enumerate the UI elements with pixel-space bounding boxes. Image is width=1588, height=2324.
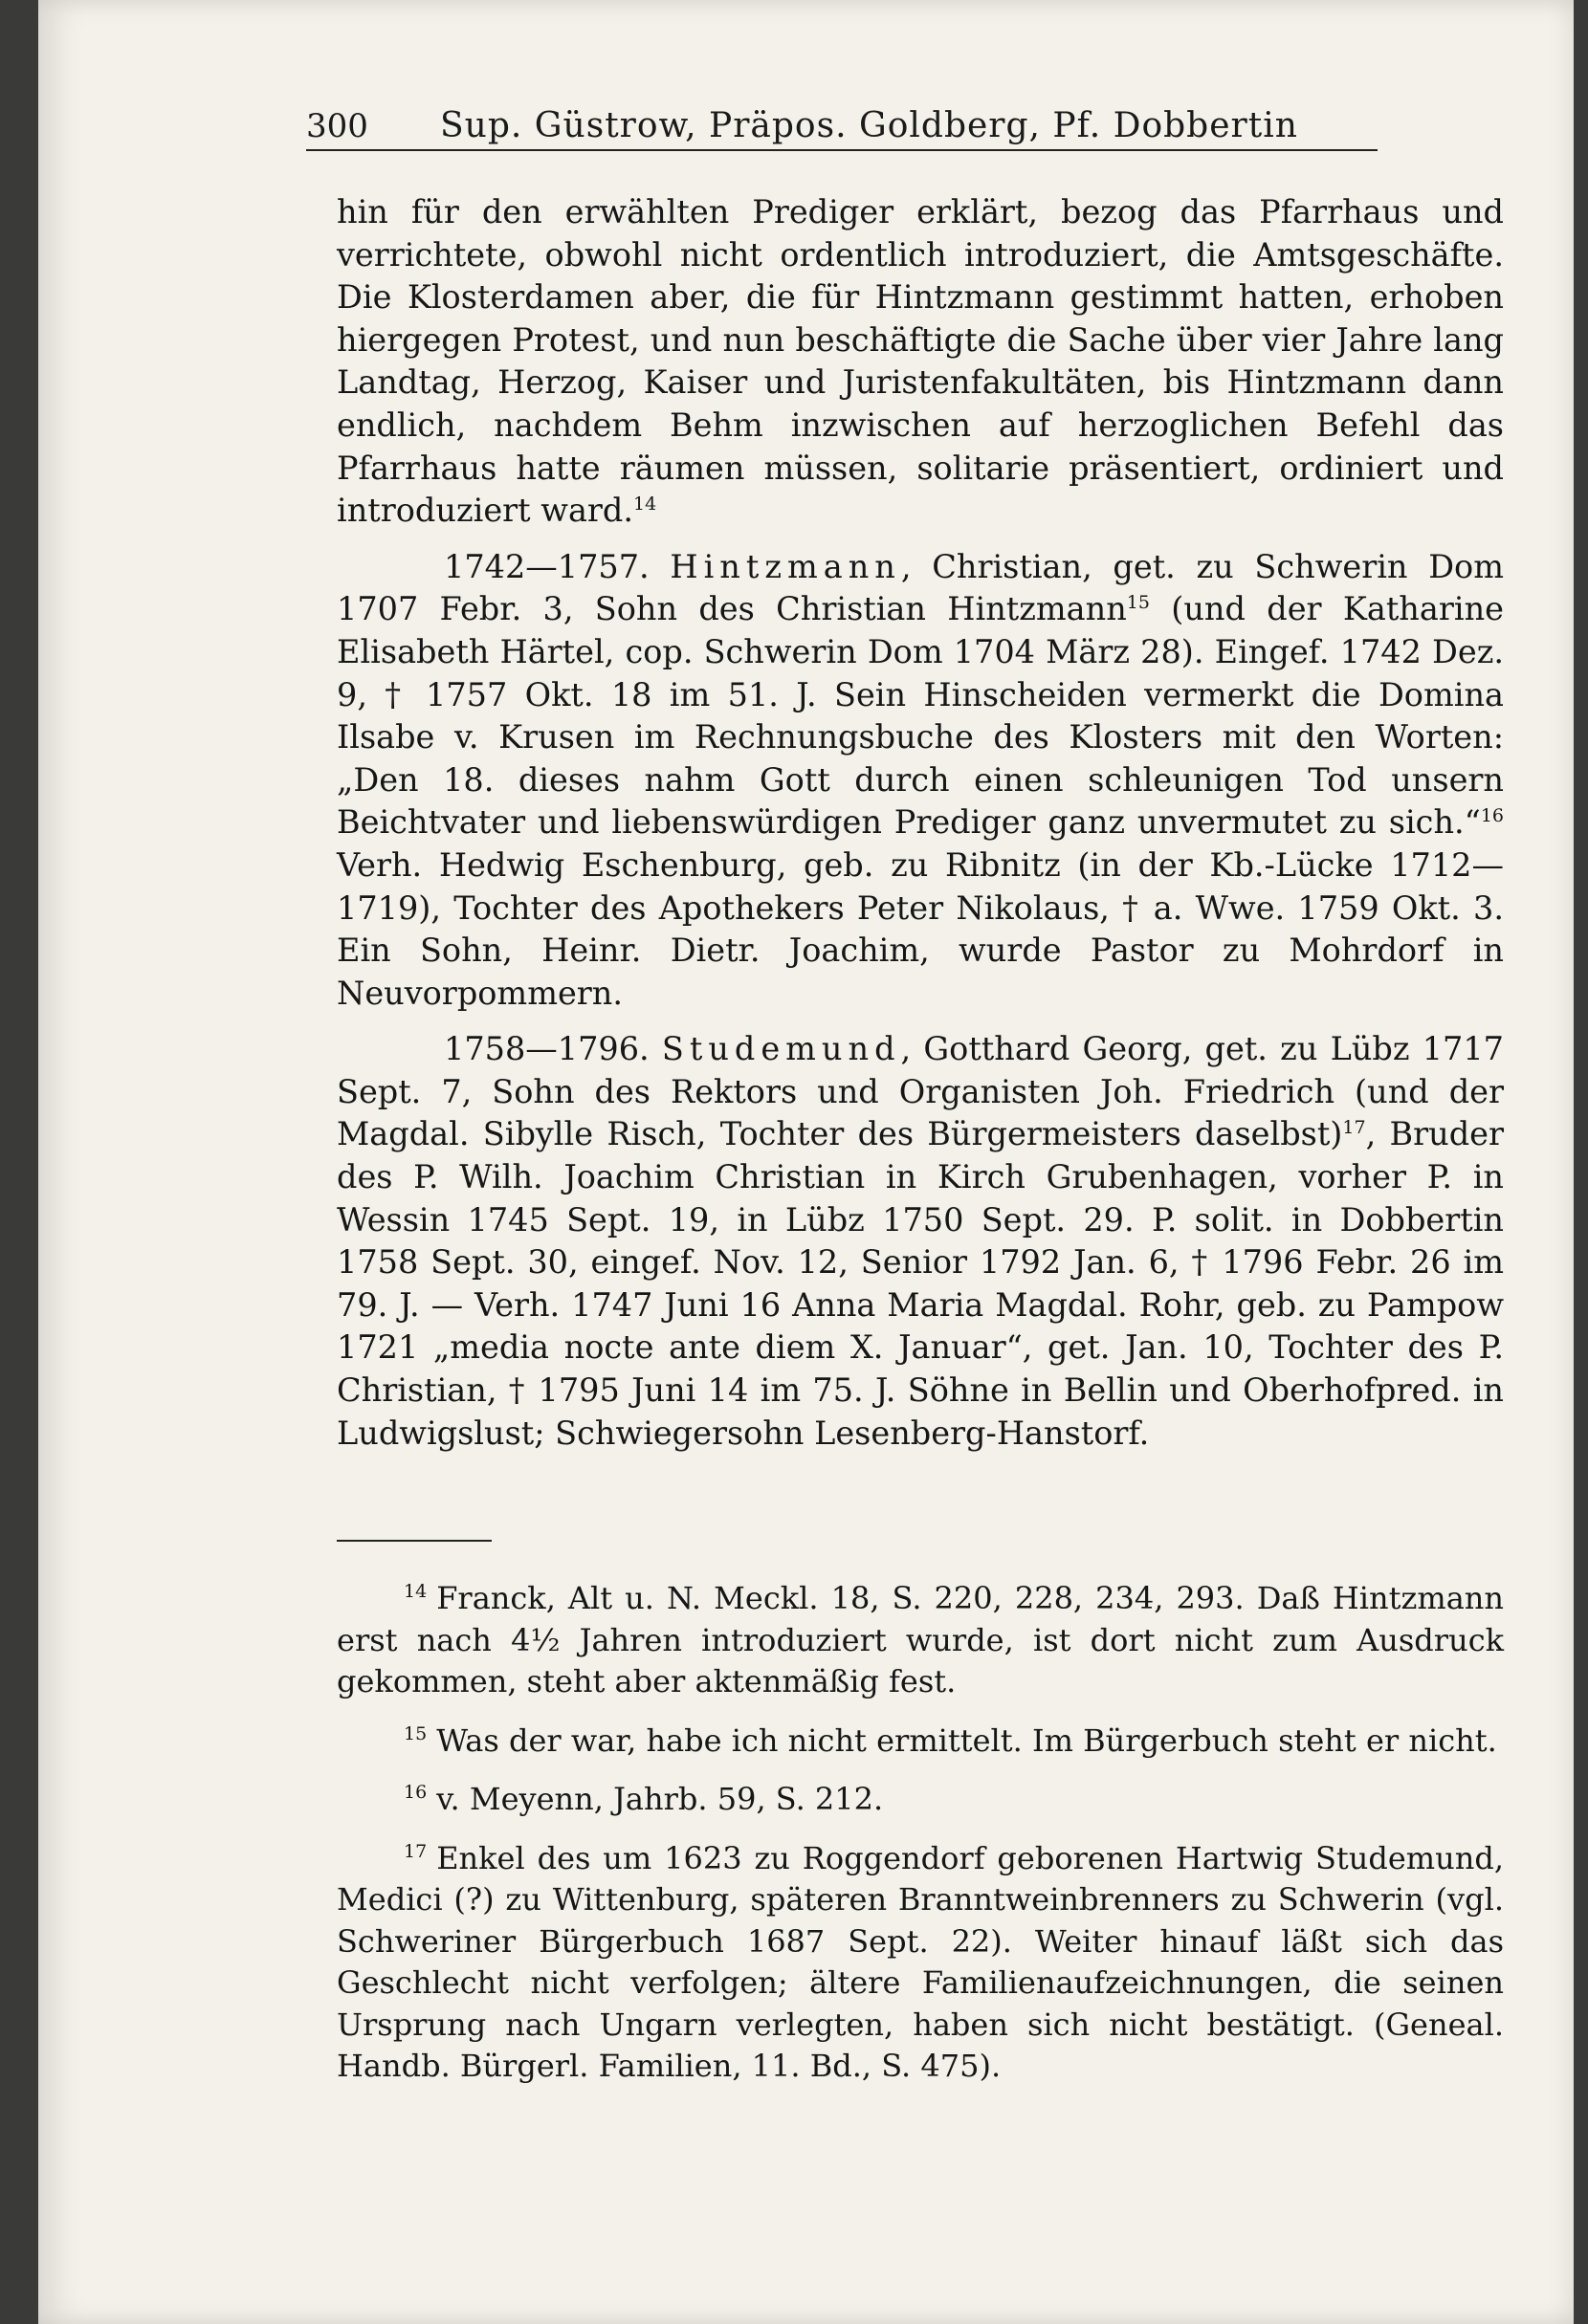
paragraph-text: hin für den erwählten Prediger erklärt, bezog das Pfarrhaus und verrichtete, obwohl nicht ordentlich introduziert, die Amtsgeschäfte. Die Klosterdamen aber, die für Hintzmann gestimmt hatten, erhoben hiergegen Protest, und nun beschäftigte die Sache über vier Jahre lang Landtag, Herzog, Kaiser und Juristenfakultäten, bis Hintzmann dann endlich, nachdem Behm inzwischen auf herzoglichen Befehl das Pfarrhaus hatte räumen müssen, solitarie präsentiert, ordiniert und introduziert ward. (337, 193, 1504, 530)
footnote-text: Enkel des um 1623 zu Roggendorf geborenen Hartwig Studemund, Medici (?) zu Wittenburg, späteren Branntweinbrenners zu Schwerin (vgl. Schweriner Bürgerbuch 1687 Sept. 22). Weiter hinauf läßt sich das Geschlecht nicht verfolgen; ältere Familienaufzeichnungen, die seinen Ursprung nach Ungarn verlegten, haben sich nicht bestätigt. (Geneal. Handb. Bürgerl. Familien, 11. Bd., S. 475). (337, 1839, 1504, 2084)
footnote-number: 17 (404, 1840, 428, 1862)
footnote (337, 1838, 1504, 2088)
paragraph-hintzmann (337, 546, 1504, 1016)
entry-name: Studemund (661, 1030, 901, 1068)
footnote (337, 1779, 1504, 1821)
footnote (337, 1578, 1504, 1703)
paragraph-text: , Bruder des P. Wilh. Joachim Christian in Kirch Grubenhagen, vorher P. in Wessin 1745 Sept. 19, in Lübz 1750 Sept. 29. P. solit. in Dobbertin 1758 Sept. 30, eingef. Nov. 12, Senior 1792 Jan. 6, † 1796 Febr. 26 im 79. J. — Verh. 1747 Juni 16 Anna Maria Magdal. Rohr, geb. zu Pampow 1721 „media nocte ante diem X. Januar“, get. Jan. 10, Tochter des P. Christian, † 1795 Juni 14 im 75. J. Söhne in Bellin und Oberhofpred. in Ludwigslust; Schwiegersohn Lesenberg-Hanstorf. (337, 1115, 1504, 1452)
running-title: Sup. Güstrow, Präpos. Goldberg, Pf. Dobbertin (440, 106, 1298, 145)
footnote-ref: 17 (1342, 1117, 1366, 1139)
footnotes (337, 1578, 1504, 2105)
footnote-ref: 14 (633, 493, 657, 515)
paragraph-studemund (337, 1028, 1504, 1455)
paragraph-text: , Gotthard Georg, get. zu Lübz 1717 Sept. 7, Sohn des Rektors und Organisten Joh. Friedrich (und der Magdal. Sibylle Risch, Tochter des Bürgermeisters daselbst) (337, 1030, 1504, 1153)
footnote-separator (337, 1540, 492, 1542)
footnote (337, 1721, 1504, 1763)
paragraph-text: , Christian, get. zu Schwerin Dom 1707 Febr. 3, Sohn des Christian Hintzmann (337, 547, 1504, 628)
main-text (337, 191, 1504, 1468)
book-page (38, 0, 1574, 2324)
footnote-number: 15 (404, 1722, 428, 1744)
footnote-ref: 16 (1480, 805, 1504, 827)
footnote-text: Was der war, habe ich nicht ermittelt. Im Bürgerbuch steht er nicht. (436, 1721, 1497, 1759)
footnote-text: v. Meyenn, Jahrb. 59, S. 212. (436, 1781, 884, 1817)
entry-dates: 1758—1796. (444, 1030, 650, 1068)
footnote-number: 14 (404, 1581, 428, 1603)
footnote-text: Franck, Alt u. N. Meckl. 18, S. 220, 228, 234, 293. Daß Hintzmann erst nach 4½ Jahren introduziert wurde, ist dort nicht zum Ausdruck gekommen, steht aber aktenmäßig fest. (337, 1580, 1504, 1699)
entry-name: Hintzmann (670, 547, 901, 585)
footnote-number: 16 (404, 1782, 428, 1804)
page-header (306, 103, 1378, 151)
paragraph-text: (und der Katharine Elisabeth Härtel, cop. Schwerin Dom 1704 März 28). Eingef. 1742 Dez. 9, † 1757 Okt. 18 im 51. J. Sein Hinscheiden vermerkt die Domina Ilsabe v. Krusen im Rechnungsbuche des Klosters mit den Worten: „Den 18. dieses nahm Gott durch einen schleunigen Tod unsern Beichtvater und liebenswürdigen Prediger ganz unvermutet zu sich.“ (337, 590, 1504, 842)
entry-dates: 1742—1757. (444, 547, 650, 585)
page-number: 300 (306, 107, 368, 145)
paragraph-text: Verh. Hedwig Eschenburg, geb. zu Ribnitz (in der Kb.-Lücke 1712—1719), Tochter des Apothekers Peter Nikolaus, † a. Wwe. 1759 Okt. 3. Ein Sohn, Heinr. Dietr. Joachim, wurde Pastor zu Mohrdorf in Neuvorpommern. (337, 845, 1504, 1012)
footnote-ref: 15 (1126, 592, 1150, 614)
paragraph-continuation (337, 191, 1504, 533)
